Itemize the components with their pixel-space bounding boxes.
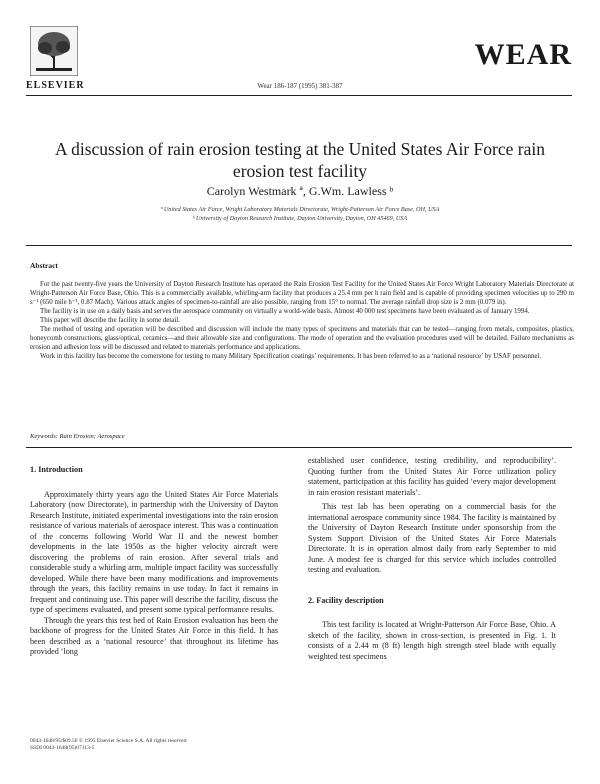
- body-paragraph: established user confidence, testing credibility, and reproducibility’. Quoting further from the United States Air Force utilization policy statement, participation at this facility has guided ‘every major development in rain erosion resistant materials’.: [308, 456, 556, 497]
- journal-citation: Wear 186-187 (1995) 381-387: [257, 82, 343, 90]
- body-paragraph: This test facility is located at Wright-Patterson Air Force Base, Ohio. A sketch of the facility, shown in cross-section, is presented in Fig. 1. It consists of a 2.44 m (8 ft) length high strength steel blade with equally weighted test specimens: [308, 620, 556, 661]
- publisher-name: ELSEVIER: [26, 80, 85, 91]
- abstract-paragraph: The method of testing and operation will be described and discussion will include the many types of specimens and materials that can be tested—ranging from metals, composites, plastics, honeycomb constructions, glass/optical, ceramics—and their allowable size and configurations. The mode of operation and the evaluation procedures used will be detailed. Failure mechanisms as erosion and adhesion loss will be discussed and related to materials performance and applications.: [30, 326, 574, 351]
- affiliation-a: ª United States Air Force, Wright Laboratory Materials Directorate, Wright-Patterson Air Force Base, OH, USA: [160, 206, 440, 213]
- body-paragraph: This test lab has been operating on a commercial basis for the international aerospace community since 1984. The facility is maintained by the University of Dayton Research Institute under sponsorship from the System Support Division of the United States Air Force Materials Directorate. It is in operation almost daily from early September to mid June. A modest fee is charged for this service which includes controlled testing and evaluation.: [308, 502, 556, 574]
- elsevier-tree-icon: [30, 26, 78, 76]
- abstract-paragraph: This paper will describe the facility in some detail.: [40, 317, 180, 324]
- abstract-paragraph: The facility is in use on a daily basis and serves the aerospace community on virtually a world-wide basis. Almost 40 000 test specimens have been evaluated as of January 1994.: [40, 308, 530, 315]
- body-paragraph: Approximately thirty years ago the United States Air Force Materials Laboratory (now Directorate), in partnership with the University of Dayton Research Institute, initiated experimental investigations into the rain erosion resistance of various materials of aerospace interest. This was a continuation of the concerns following World War II and the newest bomber developments in the late 1950s as the higher velocity aircraft were discovering the problems of rain erosion. After several trials and considerable study a whirling arm, multiple impact facility was successfully developed. While there have been many modifications and improvements through the years, this facility remains in use today. In fact it remains in frequent and continuing use. This paper will describe the facility, discuss the type of specimens evaluated, and present some typical performance results.: [30, 489, 278, 614]
- journal-title: WEAR: [474, 38, 572, 71]
- abstract-rule-bottom: [26, 447, 572, 448]
- section-heading-introduction: 1. Introduction: [30, 465, 83, 474]
- header-rule: [26, 95, 572, 96]
- section-heading-facility: 2. Facility description: [308, 595, 384, 605]
- ssdi-line: SSDI 0043-1648(95)07113-5: [30, 745, 95, 751]
- article-title: [50, 138, 550, 182]
- abstract-paragraph: Work in this facility has become the cornerstone for testing to many Military Specification coatings’ requirements. It has been referred to as a ‘national resource’ by USAF personnel.: [40, 353, 542, 360]
- abstract-body: [30, 280, 574, 361]
- body-paragraph: Through the years this test bed of Rain Erosion evaluation has been the backbone of progress for the United States Air Force in this field. It has been described as a ‘national resource’ that throughout its lifetime has provided ‘long: [30, 615, 278, 656]
- copyright-line: 0043-1648/95/$09.50 © 1995 Elsevier Science S.A. All rights reserved: [30, 738, 187, 744]
- abstract-paragraph: For the past twenty-five years the University of Dayton Research Institute has operated the Rain Erosion Test Facility for the United States Air Force Wright Laboratory Materials Directorate at Wright-Patterson Air Force Base, Ohio. This is a commercially available, whirling-arm facility that produces a 25.4 mm per h rain field and is capable of providing specimen velocities up to 290 m s⁻¹ (650 mile h⁻¹, 0.87 Mach). Various attack angles of specimen-to-rainfall are also possible, ranging from 15° to normal. The average rainfall drop size is 2 mm (0.079 in).: [30, 281, 574, 306]
- left-column: [30, 465, 278, 658]
- abstract-rule-top: [26, 245, 572, 246]
- copyright-footer: [30, 738, 186, 752]
- article-title-line2: erosion test facility: [232, 161, 368, 181]
- keywords: Keywords: Rain Erosion; Aerospace: [30, 433, 125, 440]
- article-title-line1: A discussion of rain erosion testing at the United States Air Force rain: [55, 139, 545, 159]
- right-column: [308, 456, 556, 662]
- abstract-heading: Abstract: [30, 261, 58, 270]
- author-list: Carolyn Westmark ª, G.Wm. Lawless ᵇ: [206, 184, 394, 198]
- affiliation-b: ᵇ University of Dayton Research Institute, Dayton University, Dayton, OH 45469, USA: [192, 215, 408, 222]
